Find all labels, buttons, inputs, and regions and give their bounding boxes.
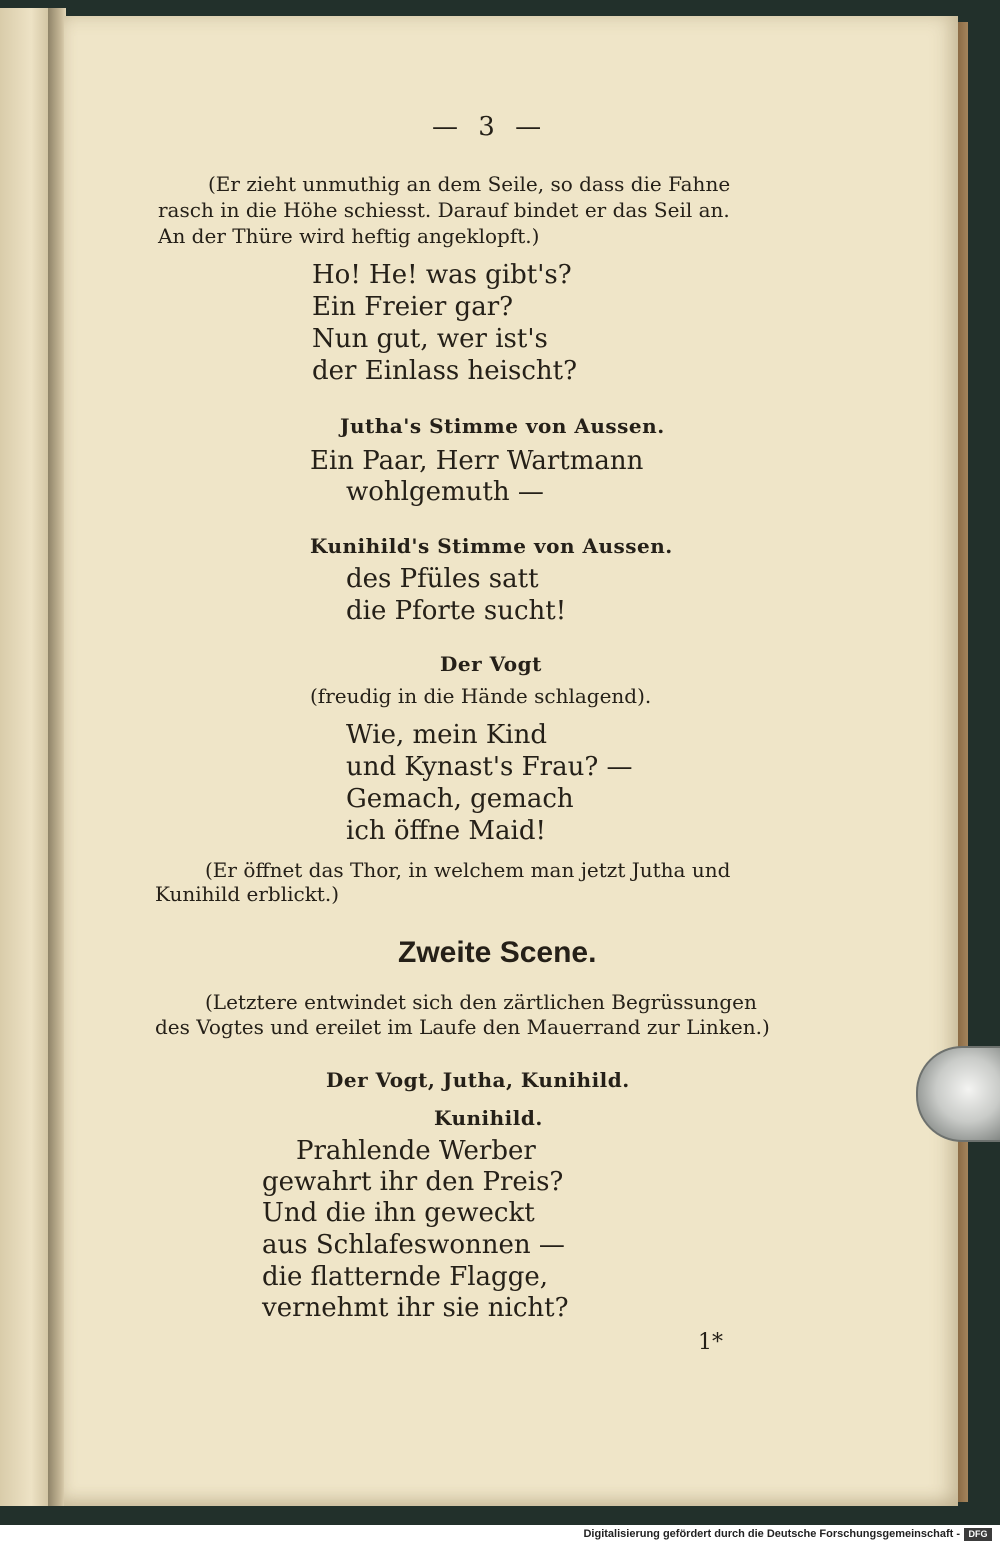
previous-page-edge: [0, 8, 52, 1506]
page-clip: [916, 1046, 1000, 1142]
verse-line: die Pforte sucht!: [346, 596, 567, 626]
verse-line: vernehmt ihr sie nicht?: [262, 1293, 569, 1323]
page-number: — 3 —: [432, 112, 548, 142]
verse-line: wohlgemuth —: [346, 477, 544, 507]
verse-line: Nun gut, wer ist's: [312, 324, 548, 354]
scene-title: Zweite Scene.: [398, 936, 597, 969]
cast-list: Der Vogt, Jutha, Kunihild.: [326, 1068, 630, 1092]
stage-direction-line: des Vogtes und ereilet im Laufe den Mauerrand zur Linken.): [155, 1015, 770, 1039]
verse-line: des Pfüles satt: [346, 564, 539, 594]
verse-line: die flatternde Flagge,: [262, 1262, 548, 1292]
verse-line: Wie, mein Kind: [346, 720, 547, 750]
page-stack-edge: [958, 22, 968, 1502]
stage-direction-line: rasch in die Höhe schiesst. Darauf bindet er das Seil an.: [158, 198, 730, 222]
verse-line: und Kynast's Frau? —: [346, 752, 633, 782]
verse-line: Ho! He! was gibt's?: [312, 260, 572, 290]
stage-direction-line: Kunihild erblickt.): [155, 882, 340, 906]
signature-mark: 1*: [698, 1330, 723, 1355]
verse-line: Gemach, gemach: [346, 784, 574, 814]
verse-line: Ein Paar, Herr Wartmann: [310, 446, 644, 476]
dfg-logo: DFG: [964, 1528, 992, 1541]
speaker-heading: Kunihild.: [434, 1106, 543, 1130]
verse-line: aus Schlafeswonnen —: [262, 1230, 565, 1260]
stage-direction-line: (freudig in die Hände schlagend).: [310, 684, 652, 708]
verse-line: ich öffne Maid!: [346, 816, 546, 846]
speaker-heading: Kunihild's Stimme von Aussen.: [310, 534, 673, 558]
stage-direction-line: (Letztere entwindet sich den zärtlichen Begrüssungen: [205, 990, 757, 1014]
footer-credit: Digitalisierung gefördert durch die Deutsche Forschungsgemeinschaft -: [583, 1528, 960, 1540]
verse-line: Prahlende Werber: [296, 1136, 536, 1166]
verse-line: gewahrt ihr den Preis?: [262, 1167, 564, 1197]
speaker-heading: Jutha's Stimme von Aussen.: [340, 414, 665, 438]
verse-line: der Einlass heischt?: [312, 356, 578, 386]
stage-direction-line: An der Thüre wird heftig angeklopft.): [158, 224, 540, 248]
verse-line: Ein Freier gar?: [312, 292, 514, 322]
stage-direction-line: (Er zieht unmuthig an dem Seile, so dass die Fahne: [208, 172, 731, 196]
verse-line: Und die ihn geweckt: [262, 1198, 535, 1228]
stage-direction-line: (Er öffnet das Thor, in welchem man jetzt Jutha und: [205, 858, 731, 882]
speaker-heading: Der Vogt: [440, 652, 542, 676]
